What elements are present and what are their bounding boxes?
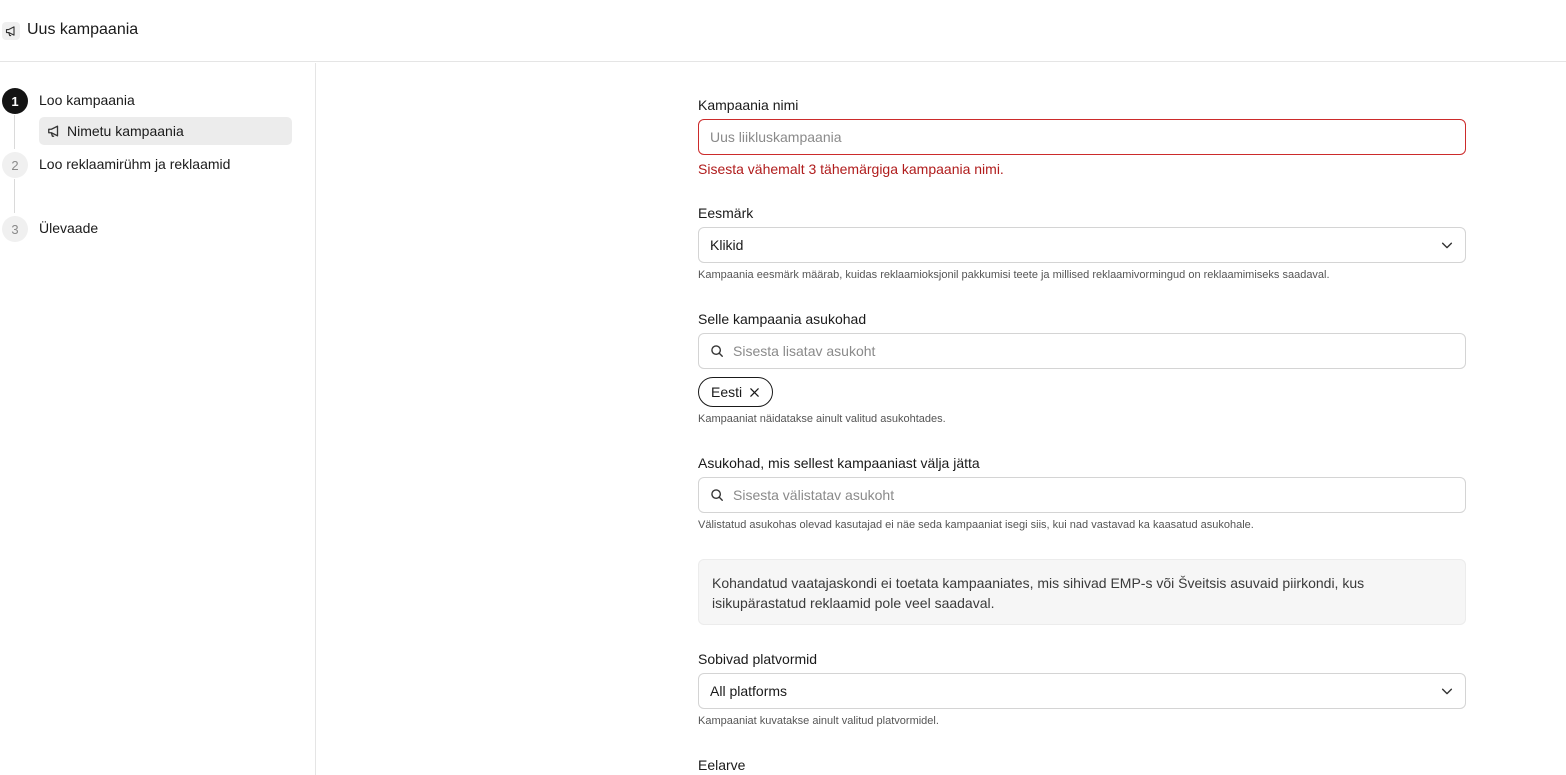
megaphone-icon bbox=[47, 124, 61, 143]
location-chip bbox=[698, 377, 773, 407]
step-3-label[interactable]: Ülevaade bbox=[39, 220, 99, 236]
platforms-label: Sobivad platvormid bbox=[698, 651, 818, 667]
close-icon[interactable] bbox=[749, 387, 760, 398]
exclusions-help: Välistatud asukohas olevad kasutajad ei näe seda kampaaniat isegi siis, kui nad vastavad ka kaasatud asukohale. bbox=[698, 519, 1254, 531]
search-icon bbox=[710, 488, 724, 502]
substep-label: Nimetu kampaania bbox=[67, 123, 184, 139]
step-2-label[interactable]: Loo reklaamirühm ja reklaamid bbox=[39, 156, 231, 172]
info-notice bbox=[698, 559, 1466, 625]
platforms-select[interactable] bbox=[698, 673, 1466, 709]
campaign-name-input[interactable]: Uus liikluskampaania bbox=[710, 129, 842, 145]
objective-value: Klikid bbox=[710, 237, 744, 253]
info-notice-line: isikupärastatud reklaamid pole veel saadaval. bbox=[712, 595, 995, 611]
substep-campaign-name[interactable] bbox=[39, 117, 292, 145]
page-title: Uus kampaania bbox=[27, 21, 139, 38]
locations-help: Kampaaniat näidatakse ainult valitud asukohtades. bbox=[698, 413, 946, 425]
budget-label: Eelarve bbox=[698, 757, 746, 773]
chevron-down-icon bbox=[1440, 684, 1454, 698]
objective-label: Eesmärk bbox=[698, 205, 754, 221]
exclusions-search-field[interactable] bbox=[698, 477, 1466, 513]
campaign-name-error: Sisesta vähemalt 3 tähemärgiga kampaania nimi. bbox=[698, 161, 1004, 177]
locations-search-field[interactable] bbox=[698, 333, 1466, 369]
chevron-down-icon bbox=[1440, 238, 1454, 252]
locations-search-input[interactable]: Sisesta lisatav asukoht bbox=[733, 343, 876, 359]
search-icon bbox=[710, 344, 724, 358]
exclusions-search-input[interactable]: Sisesta välistatav asukoht bbox=[733, 487, 895, 503]
step-connector bbox=[14, 115, 15, 149]
campaign-name-label: Kampaania nimi bbox=[698, 97, 799, 113]
campaign-name-field-wrapper bbox=[698, 119, 1466, 155]
info-notice-line: Kohandatud vaatajaskondi ei toetata kampaaniates, mis sihivad EMP-s või Šveitsis asuvaid piirkondi, kus bbox=[712, 575, 1365, 591]
exclusions-label: Asukohad, mis sellest kampaaniast välja jätta bbox=[698, 455, 980, 471]
step-1-label[interactable]: Loo kampaania bbox=[39, 92, 135, 108]
objective-help: Kampaania eesmärk määrab, kuidas reklaamioksjonil pakkumisi teete ja millised reklaamivormingud on reklaamimiseks saadaval. bbox=[698, 269, 1330, 281]
platforms-help: Kampaaniat kuvatakse ainult valitud platvormidel. bbox=[698, 715, 939, 727]
platforms-value: All platforms bbox=[710, 683, 788, 699]
step-1-number: 1 bbox=[2, 88, 28, 114]
step-2-number: 2 bbox=[2, 152, 28, 178]
locations-label: Selle kampaania asukohad bbox=[698, 311, 867, 327]
step-connector bbox=[14, 179, 15, 213]
campaign-stepper bbox=[0, 63, 316, 775]
step-3-number: 3 bbox=[2, 216, 28, 242]
location-chip-label: Eesti bbox=[711, 384, 743, 400]
objective-select[interactable] bbox=[698, 227, 1466, 263]
megaphone-icon bbox=[2, 22, 20, 40]
page-header bbox=[0, 0, 1566, 62]
